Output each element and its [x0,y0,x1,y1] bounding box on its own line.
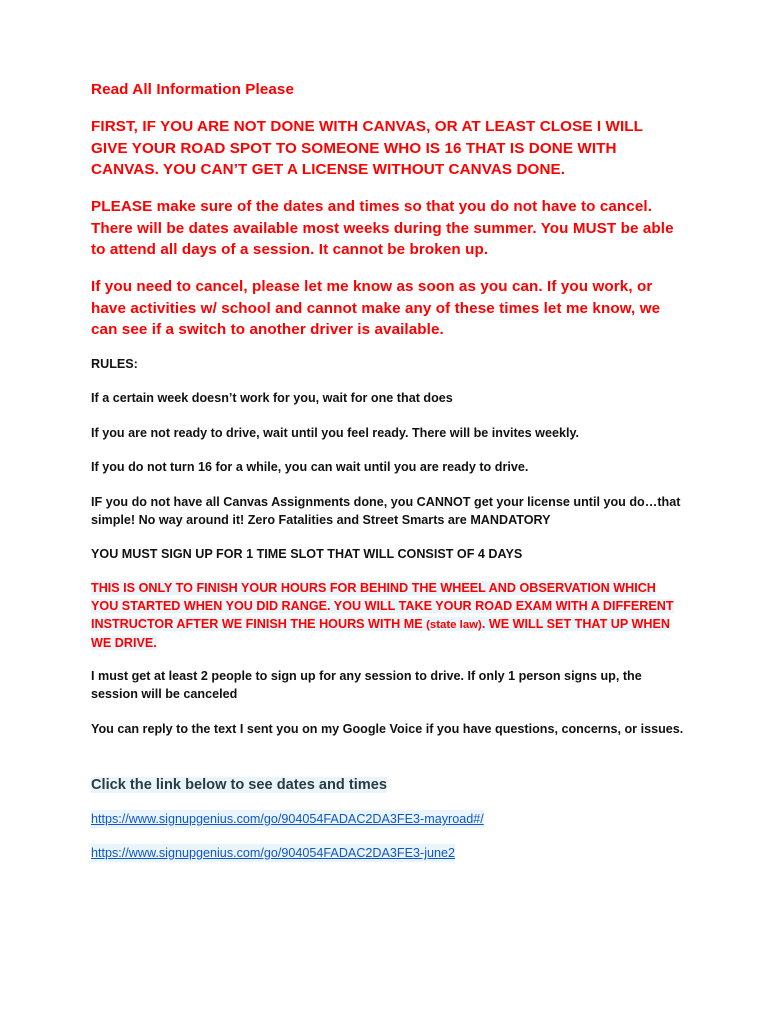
rule-item: If you do not turn 16 for a while, you can wait until you are ready to drive. [91,460,529,474]
highlighted-note [91,579,686,652]
link-heading-text: Click the link below to see dates and times [91,777,388,793]
note-state-law: (state law) [426,619,482,631]
signup-link-june2[interactable]: https://www.signupgenius.com/go/904054FADAC2DA3FE3-june2 [91,846,456,860]
note-text: THIS IS ONLY TO FINISH YOUR HOURS FOR BEHIND THE WHEEL AND OBSERVATION WHICH YOU STARTED WHEN YOU DID RANGE. YOU WILL TAKE YOUR ROAD EXAM WITH A DIFFERENT INSTRUCTOR AFTER WE FINISH THE HOURS WITH ME [91,581,674,631]
min-people-paragraph: I must get at least 2 people to sign up for any session to drive. If only 1 person signs up, the session will be canceled [91,669,642,701]
cancel-paragraph: If you need to cancel, please let me know as soon as you can. If you work, or have activities w/ school and cannot make any of these times let me know, we can see if a switch to another driver is available. [91,278,661,338]
note-text-end: . WE WILL SET THAT UP WHEN WE DRIVE. [91,617,671,650]
rules-heading: RULES: [91,357,138,371]
reply-paragraph: You can reply to the text I sent you on my Google Voice if you have questions, concerns, or issues. [91,722,684,736]
rule-item: IF you do not have all Canvas Assignments done, you CANNOT get your license until you do…that simple! No way around it! Zero Fatalities and Street Smarts are MANDATORY [91,495,681,527]
canvas-warning-paragraph: FIRST, IF YOU ARE NOT DONE WITH CANVAS, OR AT LEAST CLOSE I WILL GIVE YOUR ROAD SPOT TO SOMEONE WHO IS 16 THAT IS DONE WITH CANVAS. YOU CAN’T GET A LICENSE WITHOUT CANVAS DONE. [91,118,643,178]
link-heading [91,774,387,796]
document-title: Read All Information Please [91,81,294,98]
highlighted-note-text [91,581,674,650]
dates-paragraph: PLEASE make sure of the dates and times so that you do not have to cancel. There will be dates available most weeks during the summer. You MUST be able to attend all days of a session. It cannot be broken up. [91,198,674,258]
rule-item: If a certain week doesn’t work for you, wait for one that does [91,391,453,405]
rule-item: YOU MUST SIGN UP FOR 1 TIME SLOT THAT WILL CONSIST OF 4 DAYS [91,547,523,561]
rule-item: If you are not ready to drive, wait until you feel ready. There will be invites weekly. [91,426,580,440]
signup-link-mayroad[interactable]: https://www.signupgenius.com/go/904054FADAC2DA3FE3-mayroad#/ [91,812,484,826]
